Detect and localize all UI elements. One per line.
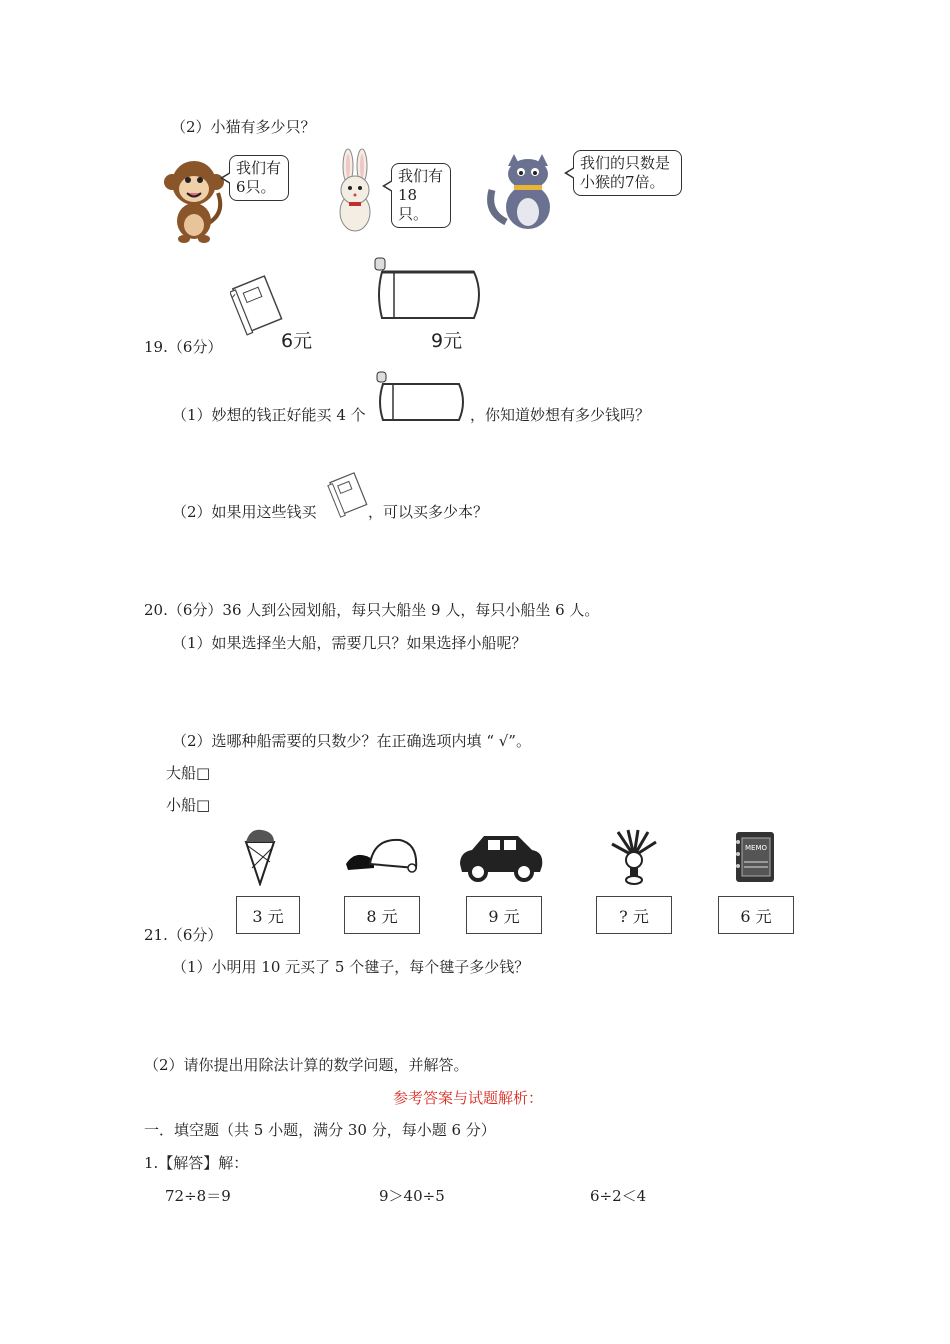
pencil-case-price: 9元 (431, 330, 463, 352)
price-box-icecream: 3 元 (236, 896, 300, 934)
q21-part1: （1）小明用 10 元买了 5 个毽子，每个毽子多少钱？ (172, 958, 530, 976)
q19-part2-prefix: （2）如果用这些钱买 (172, 503, 317, 521)
q19-header: 19.（6分） (144, 338, 223, 356)
answer-equation-3: 6÷2＜4 (590, 1187, 647, 1205)
answer-1-label: 1.【解答】解： (144, 1154, 249, 1172)
answers-title: 参考答案与试题解析： (393, 1089, 544, 1107)
q20-part2: （2）选哪种船需要的只数少？在正确选项内填 “ √”。 (172, 732, 531, 750)
rabbit-speech-bubble (391, 163, 451, 228)
price-box-memo: 6 元 (718, 896, 794, 934)
price-box-cap: 8 元 (344, 896, 420, 934)
monkey-icon (160, 155, 230, 245)
pencil-case-icon (373, 368, 469, 426)
q21-header: 21.（6分） (144, 926, 223, 944)
q21-part2: （2）请你提出用除法计算的数学问题，并解答。 (144, 1056, 469, 1074)
pencil-case-icon (370, 252, 488, 324)
cat-speech-line: 我们的只数是 (580, 154, 671, 172)
memo-book-icon (732, 830, 778, 884)
car-icon (456, 830, 546, 882)
icecream-icon (240, 828, 280, 886)
cat-speech-bubble (573, 150, 682, 196)
q18-part2: （2）小猫有多少只？ (171, 118, 316, 136)
option-small-boat[interactable]: 小船□ (166, 796, 211, 814)
svg-text:MEMO: MEMO (744, 844, 768, 852)
q20-part1: （1）如果选择坐大船，需要几只？如果选择小船呢？ (172, 634, 527, 652)
rabbit-speech-line: 我们有 (398, 167, 444, 185)
q19-part1-prefix: （1）妙想的钱正好能买 4 个 (172, 406, 366, 424)
cat-icon (486, 152, 568, 230)
answer-equation-1: 72÷8＝9 (165, 1187, 231, 1205)
price-box-car: 9 元 (466, 896, 542, 934)
answers-section-heading: 一．填空题（共 5 小题，满分 30 分，每小题 6 分） (144, 1121, 496, 1139)
answer-equation-2: 9＞40÷5 (379, 1187, 445, 1205)
q20-header: 20.（6分）36 人到公园划船，每只大船坐 9 人，每只小船坐 6 人。 (144, 601, 600, 619)
q19-part1-suffix: ，你知道妙想有多少钱吗？ (470, 406, 651, 424)
q19-part2-suffix: ，可以买多少本？ (368, 503, 489, 521)
notebook-icon (326, 470, 374, 520)
rabbit-icon (330, 148, 380, 236)
price-box-shuttlecock: ? 元 (596, 896, 672, 934)
shuttlecock-icon (608, 828, 660, 886)
option-big-boat[interactable]: 大船□ (166, 764, 211, 782)
rabbit-speech-line: 18只。 (398, 186, 429, 223)
monkey-speech-line: 6只。 (236, 178, 276, 196)
cat-speech-line: 小猴的7倍。 (580, 173, 665, 191)
monkey-speech-bubble (229, 155, 289, 201)
notebook-price: 6元 (281, 330, 313, 352)
cap-icon (344, 834, 420, 878)
monkey-speech-line: 我们有 (236, 159, 282, 177)
